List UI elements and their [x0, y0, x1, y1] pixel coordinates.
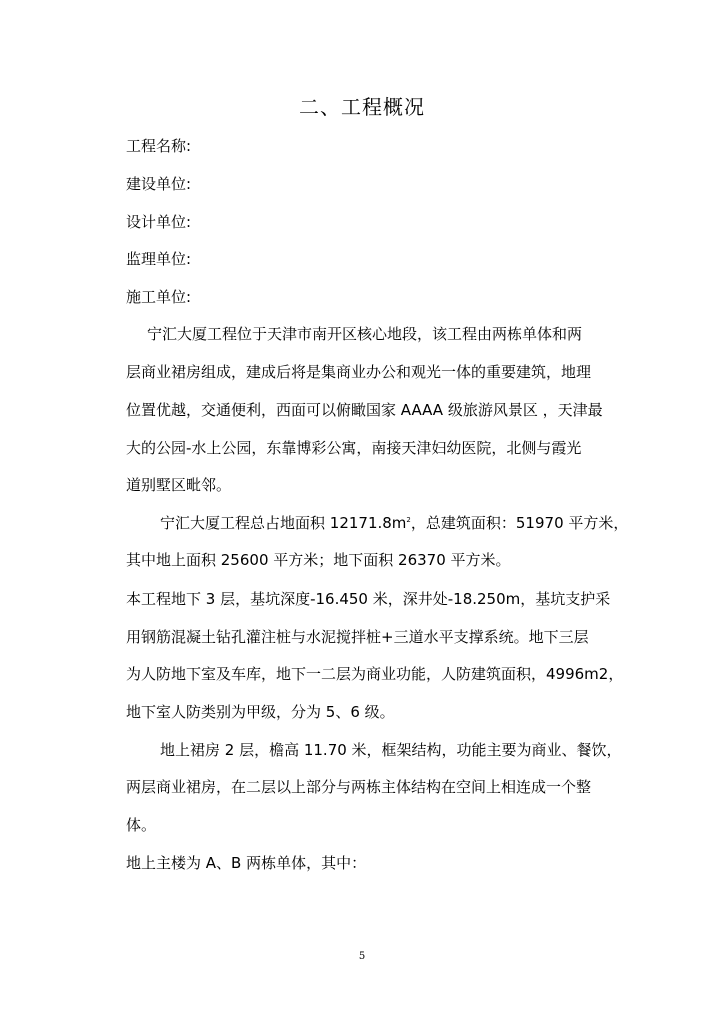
- para4-line: 地上裙房 2 层，檐高 11.70 米，框架结构，功能主要为商业、餐饮，: [160, 741, 622, 759]
- para3-line: 为人防地下室及车库，地下一二层为商业功能，人防建筑面积，4996m2，: [126, 665, 624, 683]
- para1-line: 道别墅区毗邻。: [126, 476, 232, 494]
- superscript-2: 2: [406, 516, 411, 524]
- para1-line: 大的公园-水上公园，东靠博彩公寓，南接天津妇幼医院，北侧与霞光: [126, 439, 582, 457]
- para1-line: 宁汇大厦工程位于天津市南开区核心地段，该工程由两栋单体和两: [147, 325, 583, 343]
- field-contractor: 施工单位:: [126, 288, 192, 306]
- para3-line: 用钢筋混凝土钻孔灌注桩与水泥搅拌桩+三道水平支撑系统。地下三层: [126, 628, 589, 646]
- field-project-name: 工程名称:: [126, 137, 192, 155]
- section-title: 二、工程概况: [299, 95, 425, 119]
- field-developer: 建设单位:: [126, 175, 192, 193]
- para2-line: [160, 511, 628, 535]
- para2-area-text: 宁汇大厦工程总占地面积 12171.8m: [160, 514, 407, 532]
- para4-line: 体。: [126, 816, 157, 834]
- para5-line: 地上主楼为 A、B 两栋单体，其中：: [126, 854, 367, 872]
- page-number: 5: [358, 951, 366, 962]
- para1-line: 位置优越，交通便利，西面可以俯瞰国家 AAAA 级旅游风景区 ，天津最: [126, 401, 603, 419]
- para2-line: 其中地上面积 25600 平方米；地下面积 26370 平方米。: [126, 551, 511, 569]
- para3-line: 本工程地下 3 层，基坑深度-16.450 米，深井处-18.250m，基坑支护采: [126, 590, 611, 608]
- para2-area-text-cont: ，总建筑面积：51970 平方米，: [410, 514, 629, 532]
- para4-line: 两层商业裙房，在二层以上部分与两栋主体结构在空间上相连成一个整: [126, 778, 592, 796]
- field-designer: 设计单位:: [126, 213, 192, 231]
- field-supervisor: 监理单位:: [126, 250, 192, 268]
- para3-line: 地下室人防类别为甲级，分为 5、6 级。: [126, 703, 395, 721]
- para1-line: 层商业裙房组成，建成后将是集商业办公和观光一体的重要建筑，地理: [126, 363, 592, 381]
